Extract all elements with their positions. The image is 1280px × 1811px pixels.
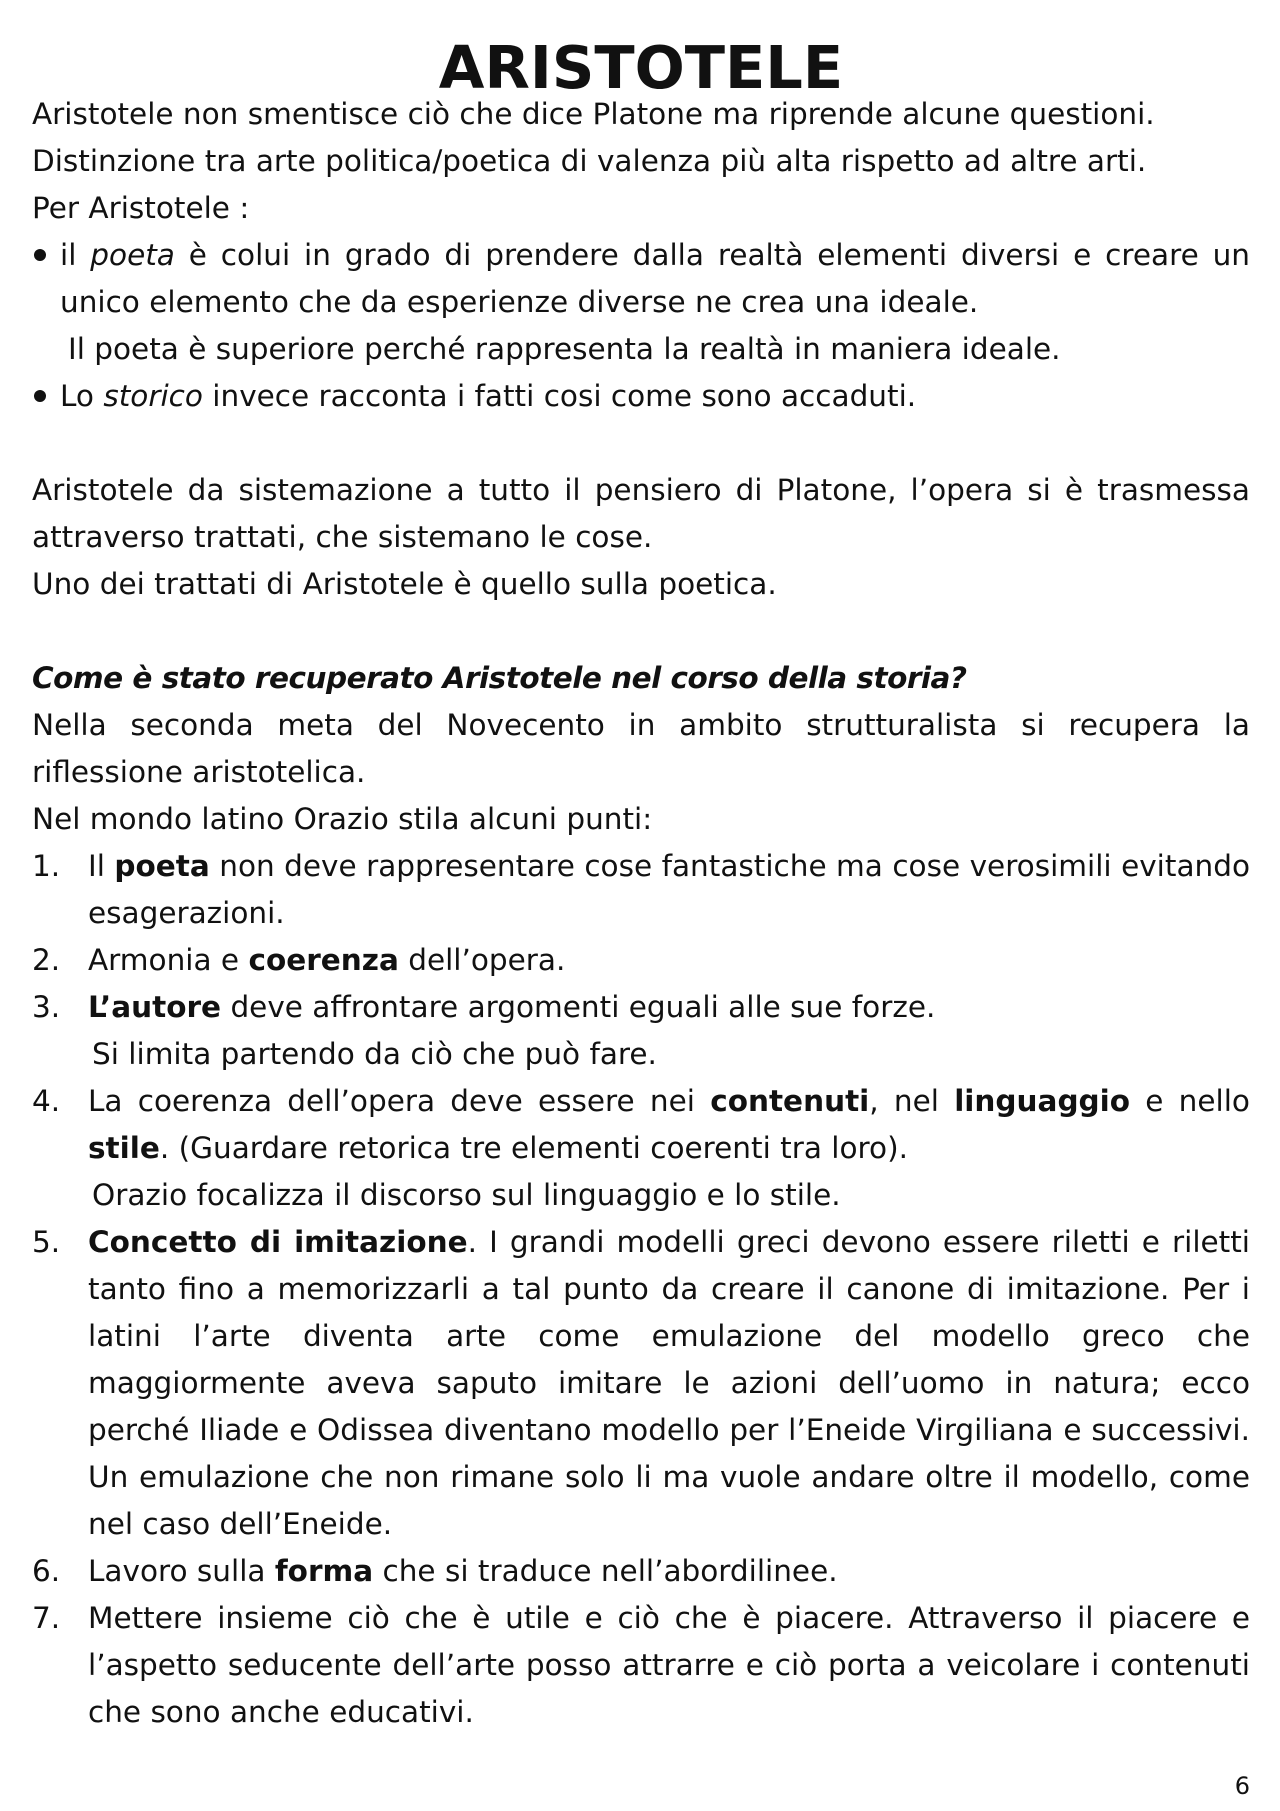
item-bold: coerenza xyxy=(248,943,399,977)
item-text: Armonia e xyxy=(88,943,249,977)
bullet-text-post: invece racconta i fatti cosi come sono accaduti. xyxy=(202,379,917,413)
intro-line-1: Aristotele non smentisce ciò che dice Platone ma riprende alcune questioni. xyxy=(32,97,1155,131)
bullet-list xyxy=(32,232,1250,326)
item-text: . (Guardare retorica tre elementi coerenti tra loro). xyxy=(159,1131,908,1165)
document-page xyxy=(32,33,1251,1736)
section-question: Come è stato recuperato Aristotele nel corso della storia? xyxy=(32,661,967,695)
item-text: La coerenza dell’opera deve essere nei xyxy=(88,1084,711,1118)
list-subnote: Si limita partendo da ciò che può fare. xyxy=(92,1037,657,1071)
list-number: 2. xyxy=(32,943,61,977)
paragraph-novecento: Nella seconda meta del Novecento in ambito strutturalista si recupera la riflessione aristotelica. xyxy=(32,708,1250,789)
list-item xyxy=(32,1548,1250,1595)
bullet-emphasis: storico xyxy=(103,379,203,413)
spacer xyxy=(32,608,1250,655)
list-item xyxy=(32,937,1250,984)
list-number: 4. xyxy=(32,1084,61,1118)
paragraph-orazio: Nel mondo latino Orazio stila alcuni punti: xyxy=(32,802,653,836)
list-item xyxy=(32,1595,1250,1736)
item-text: Lavoro sulla xyxy=(88,1554,275,1588)
bullet-dot-icon xyxy=(34,249,46,261)
bullet-text-pre: Lo xyxy=(60,379,104,413)
list-item xyxy=(32,843,1250,937)
item-bold: poeta xyxy=(114,849,210,883)
item-bold: Concetto di imitazione xyxy=(88,1225,468,1259)
bullet-dot-icon xyxy=(34,390,46,402)
item-text: dell’opera. xyxy=(398,943,566,977)
list-item xyxy=(32,1219,1250,1548)
list-number: 6. xyxy=(32,1554,61,1588)
list-item xyxy=(32,984,1250,1031)
bullet-text-pre: il xyxy=(60,238,91,272)
bullet-list-2 xyxy=(32,373,1250,420)
item-text: che si traduce nell’abordilinee. xyxy=(373,1554,838,1588)
item-text: Mettere insieme ciò che è utile e ciò che è piacere. Attraverso il piacere e l’aspetto seducente dell’arte posso attrarre e ciò porta a veicolare i contenuti che sono anche educativi. xyxy=(88,1601,1250,1729)
spacer xyxy=(32,420,1250,467)
item-bold: contenuti xyxy=(710,1084,870,1118)
item-bold: linguaggio xyxy=(954,1084,1131,1118)
page-number: 6 xyxy=(1234,1772,1250,1800)
bullet-text-post: è colui in grado di prendere dalla realtà elementi diversi e creare un unico elemento che da esperienze diverse ne crea una ideale. xyxy=(60,238,1251,319)
bullet-subnote: Il poeta è superiore perché rappresenta la realtà in maniera ideale. xyxy=(68,332,1061,366)
bullet-item-storico xyxy=(32,373,1250,420)
list-number: 1. xyxy=(32,849,61,883)
numbered-list-2 xyxy=(32,1078,1250,1172)
bullet-item-poeta xyxy=(32,232,1250,326)
numbered-list xyxy=(32,843,1250,1031)
item-bold: stile xyxy=(88,1131,160,1165)
intro-line-3: Per Aristotele : xyxy=(32,191,250,225)
item-text: deve affrontare argomenti eguali alle sue forze. xyxy=(221,990,936,1024)
list-item xyxy=(32,1078,1250,1172)
item-text: , nel xyxy=(869,1084,955,1118)
paragraph-trattati: Uno dei trattati di Aristotele è quello sulla poetica. xyxy=(32,567,777,601)
numbered-list-3 xyxy=(32,1219,1250,1736)
item-text: Il xyxy=(88,849,115,883)
intro-line-2: Distinzione tra arte politica/poetica di valenza più alta rispetto ad altre arti. xyxy=(32,144,1147,178)
item-text: . I grandi modelli greci devono essere riletti e riletti tanto fino a memorizzarli a tal punto da creare il canone di imitazione. Per i latini l’arte diventa arte come emulazione del modello greco che maggiormente aveva saputo imitare le azioni dell’uomo in natura; ecco perché Iliade e Odissea diventano modello per l’Eneide Virgiliana e successivi. Un emulazione che non rimane solo li ma vuole andare oltre il modello, come nel caso dell’Eneide. xyxy=(88,1225,1250,1541)
item-text: e nello xyxy=(1130,1084,1250,1118)
list-subnote: Orazio focalizza il discorso sul linguaggio e lo stile. xyxy=(92,1178,841,1212)
item-bold: forma xyxy=(274,1554,374,1588)
item-bold: L’autore xyxy=(88,990,222,1024)
item-text: non deve rappresentare cose fantastiche ma cose verosimili evitando esagerazioni. xyxy=(88,849,1250,930)
bullet-emphasis: poeta xyxy=(90,238,175,272)
list-number: 5. xyxy=(32,1225,61,1259)
paragraph-sistemazione: Aristotele da sistemazione a tutto il pensiero di Platone, l’opera si è trasmessa attraverso trattati, che sistemano le cose. xyxy=(32,473,1250,554)
list-number: 3. xyxy=(32,990,61,1024)
page-title: ARISTOTELE xyxy=(438,33,844,102)
list-number: 7. xyxy=(32,1601,61,1635)
